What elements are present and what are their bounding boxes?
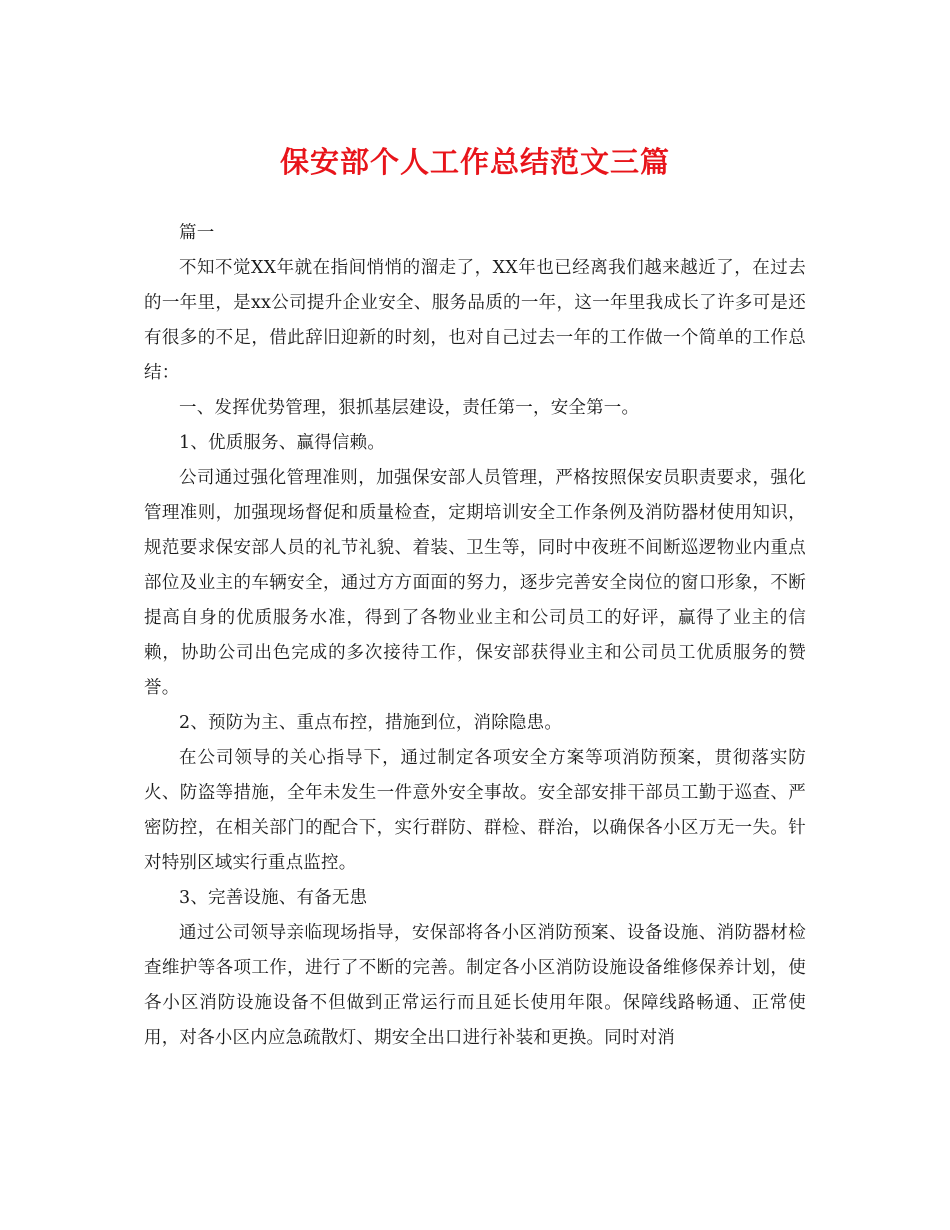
document-title: 保安部个人工作总结范文三篇 — [279, 145, 670, 179]
section-heading: 篇一 — [179, 223, 215, 243]
section-heading: 一、发挥优势管理，狠抓基层建设，责任第一，安全第一。 — [179, 398, 640, 418]
subsection-heading: 1、优质服务、赢得信赖。 — [179, 433, 386, 453]
paragraph: 通过公司领导亲临现场指导，安保部将各小区消防预案、设备设施、消防器材检查维护等各项工作，进行了不断的完善。制定各小区消防设施设备维修保养计划，使各小区消防设施设备不但做到正常运行而且延长使用年限。保障线路畅通、正常使用，对各小区内应急疏散灯、期安全出口进行补装和更换。同时对消 — [144, 923, 806, 1048]
paragraph: 公司通过强化管理准则，加强保安部人员管理，严格按照保安员职责要求，强化管理准则，加强现场督促和质量检查，定期培训安全工作条例及消防器材使用知识，规范要求保安部人员的礼节礼貌、着装、卫生等，同时中夜班不间断巡逻物业内重点部位及业主的车辆安全，通过方方面面的努力，逐步完善安全岗位的窗口形象，不断提高自身的优质服务水准，得到了各物业业主和公司员工的好评，赢得了业主的信赖，协助公司出色完成的多次接待工作，保安部获得业主和公司员工优质服务的赞誉。 — [144, 468, 806, 698]
paragraph: 不知不觉XX年就在指间悄悄的溜走了，XX年也已经离我们越来越近了，在过去的一年里，是xx公司提升企业安全、服务品质的一年，这一年里我成长了许多可是还有很多的不足，借此辞旧迎新的时刻，也对自己过去一年的工作做一个简单的工作总结： — [144, 258, 806, 383]
document-body — [144, 216, 806, 1056]
subsection-heading: 2、预防为主、重点布控，措施到位，消除隐患。 — [179, 713, 563, 733]
paragraph: 在公司领导的关心指导下，通过制定各项安全方案等项消防预案，贯彻落实防火、防盗等措施，全年未发生一件意外安全事故。安全部安排干部员工勤于巡查、严密防控，在相关部门的配合下，实行群防、群检、群治，以确保各小区万无一失。针对特别区域实行重点监控。 — [144, 748, 806, 873]
subsection-heading: 3、完善设施、有备无患 — [179, 888, 368, 908]
